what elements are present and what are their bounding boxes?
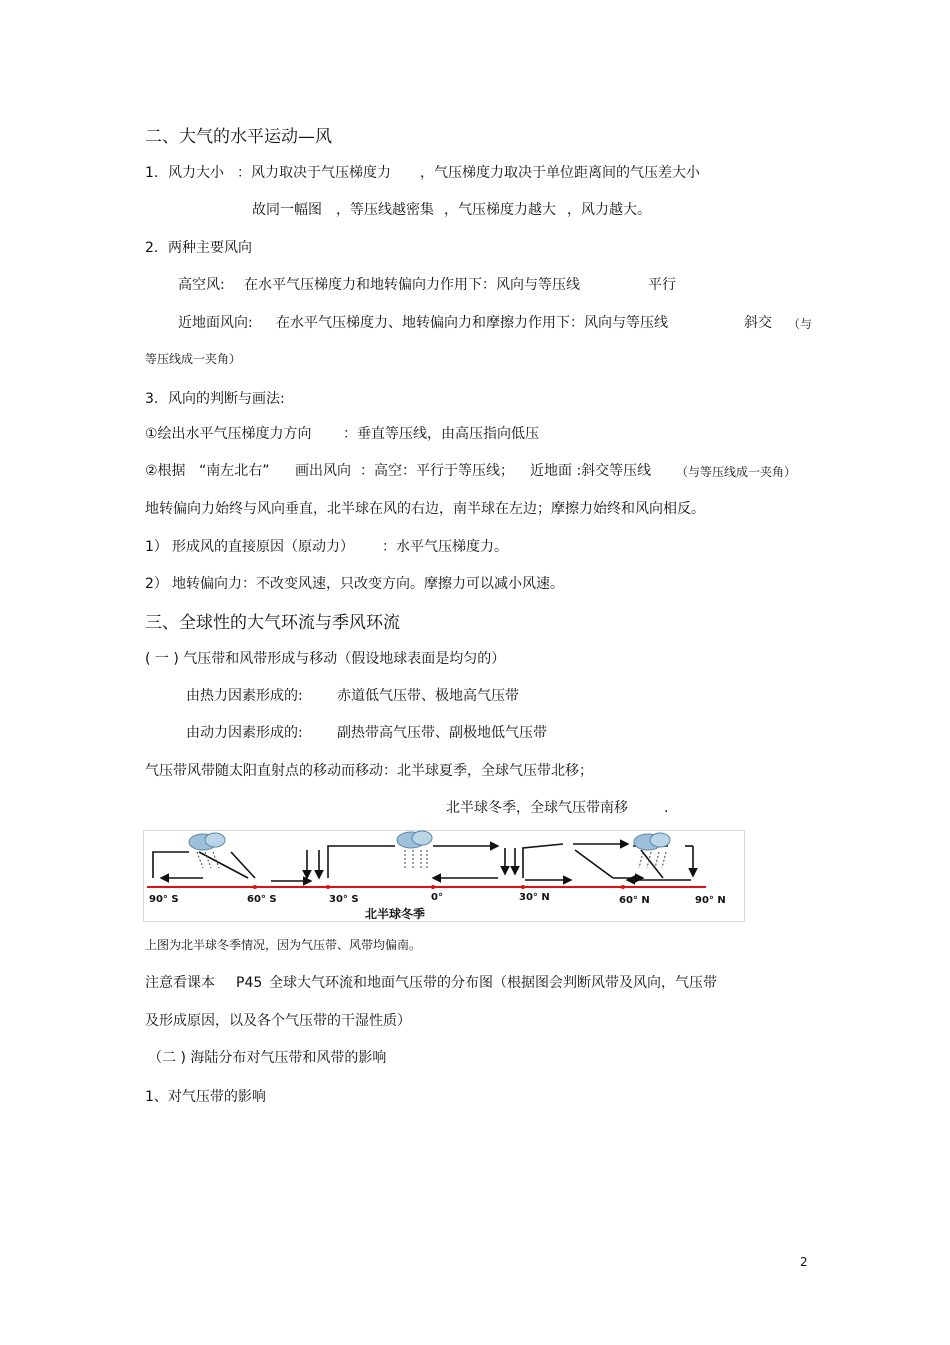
step-2-c: 画出风向 bbox=[295, 463, 351, 479]
item-1-term: 风力大小 bbox=[168, 165, 224, 181]
item-1-cont-c: ，气压梯度力越大 bbox=[444, 202, 556, 218]
surface-wind-label: 近地面风向: bbox=[178, 315, 253, 331]
note-text-a: 注意看课本 bbox=[145, 975, 215, 991]
note-text-cont: 及形成原因，以及各个气压带的干湿性质） bbox=[145, 1013, 411, 1029]
item-3-title: 风向的判断与画法: bbox=[168, 391, 285, 407]
item-1-text-b: ，气压梯度力取决于单位距离间的气压差大小 bbox=[420, 165, 700, 181]
note-1-a: 形成风的直接原因（原动力） bbox=[172, 539, 354, 555]
surface-wind-note-a: （与 bbox=[788, 317, 813, 331]
item-1-number: 1. bbox=[145, 165, 159, 181]
item-1-text-a: ：风力取决于气压梯度力 bbox=[237, 165, 391, 181]
surface-wind-answer: 斜交 bbox=[744, 315, 772, 331]
item-2-number: 2. bbox=[145, 240, 159, 256]
lat-label-60n: 60° N bbox=[619, 895, 650, 906]
subsection-2-title: （二 ) 海陆分布对气压带和风带的影响 bbox=[148, 1050, 387, 1066]
note-1-number: 1） bbox=[145, 539, 168, 555]
step-2-e: 近地面 :斜交等压线 bbox=[530, 463, 652, 479]
item-3-number: 3. bbox=[145, 391, 159, 407]
figure-caption: 上图为北半球冬季情况，因为气压带、风带均偏南。 bbox=[145, 938, 422, 952]
thermal-text: 赤道低气压带、极地高气压带 bbox=[337, 688, 519, 704]
note-1-b: ：水平气压梯度力。 bbox=[382, 539, 508, 555]
section-3-title: 三、全球性的大气环流与季风环流 bbox=[145, 613, 400, 633]
movement-text-2-end: . bbox=[664, 800, 669, 816]
lat-label-90n: 90° N bbox=[695, 895, 726, 906]
upper-wind-text: 在水平气压梯度力和地转偏向力作用下：风向与等压线 bbox=[244, 277, 580, 293]
thermal-label: 由热力因素形成的: bbox=[186, 688, 303, 704]
lat-label-90s: 90° S bbox=[149, 894, 179, 905]
surface-wind-text: 在水平气压梯度力、地转偏向力和摩擦力作用下：风向与等压线 bbox=[276, 315, 668, 331]
lat-label-30s: 30° S bbox=[329, 894, 359, 905]
step-2-b: “南左北右” bbox=[199, 463, 270, 479]
pressure-belt-diagram bbox=[143, 830, 745, 922]
note-text-b: P45 bbox=[236, 975, 263, 991]
upper-wind-answer: 平行 bbox=[648, 277, 676, 293]
lat-label-60s: 60° S bbox=[247, 894, 277, 905]
note-2-a: 地转偏向力：不改变风速，只改变方向。摩擦力可以减小风速。 bbox=[172, 576, 564, 592]
note-2-number: 2） bbox=[145, 576, 168, 592]
step-1-b: ：垂直等压线，由高压指向低压 bbox=[343, 426, 539, 442]
lat-label-30n: 30° N bbox=[519, 892, 550, 903]
subsection-1-title: ( 一 ) 气压带和风带形成与移动（假设地球表面是均匀的） bbox=[145, 651, 506, 667]
coriolis-text: 地转偏向力始终与风向垂直，北半球在风的右边，南半球在左边；摩擦力始终和风向相反。 bbox=[145, 501, 705, 517]
movement-text-2: 北半球冬季，全球气压带南移 bbox=[446, 800, 628, 816]
item-1-land-sea: 1、对气压带的影响 bbox=[145, 1089, 266, 1105]
step-2-d: ：高空：平行于等压线； bbox=[360, 463, 514, 479]
item-1-cont-b: ，等压线越密集 bbox=[336, 202, 434, 218]
step-2-f: （与等压线成一夹角） bbox=[676, 465, 797, 479]
dynamic-label: 由动力因素形成的: bbox=[186, 725, 303, 741]
movement-text-1: 气压带风带随太阳直射点的移动而移动：北半球夏季，全球气压带北移； bbox=[145, 763, 593, 779]
item-1-cont-a: 故同一幅图 bbox=[252, 202, 322, 218]
step-2-a: ②根据 bbox=[145, 463, 186, 479]
surface-wind-note-b: 等压线成一夹角） bbox=[145, 352, 242, 366]
section-2-title: 二、大气的水平运动—风 bbox=[145, 127, 332, 147]
lat-label-0: 0° bbox=[431, 892, 443, 903]
step-1-a: ①绘出水平气压梯度力方向 bbox=[145, 426, 312, 442]
item-2-title: 两种主要风向 bbox=[168, 240, 252, 256]
page-number: 2 bbox=[800, 1255, 808, 1269]
item-1-cont-d: ，风力越大。 bbox=[567, 202, 651, 218]
upper-wind-label: 高空风: bbox=[178, 277, 225, 293]
diagram-caption: 北半球冬季 bbox=[365, 907, 426, 921]
dynamic-text: 副热带高气压带、副极地低气压带 bbox=[337, 725, 547, 741]
note-text-c: 全球大气环流和地面气压带的分布图（根据图会判断风带及风向，气压带 bbox=[269, 975, 717, 991]
